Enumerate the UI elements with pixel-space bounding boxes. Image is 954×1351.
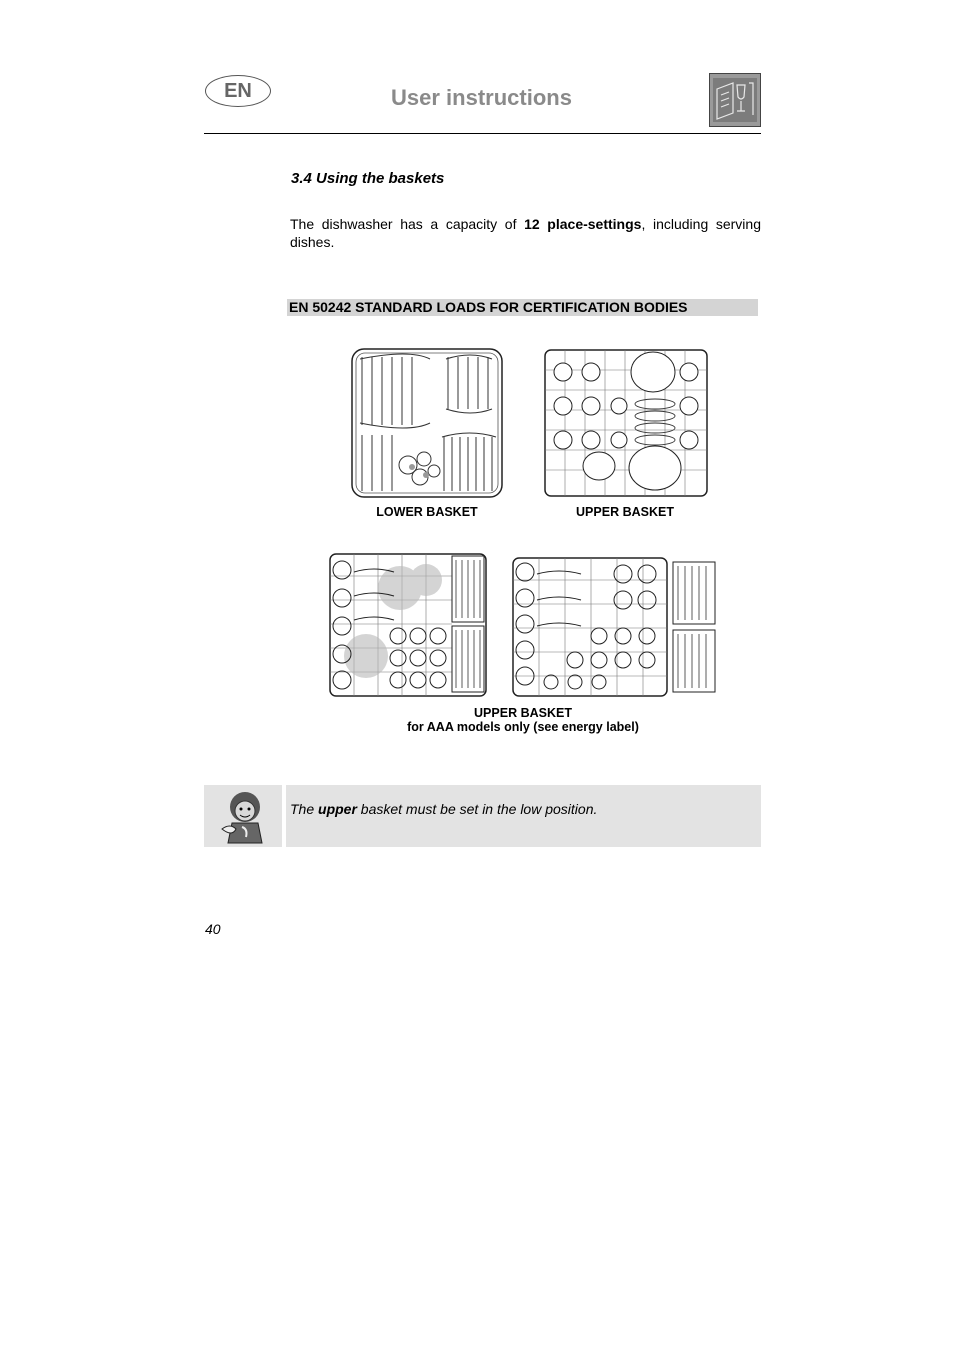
mascot-icon <box>218 789 272 845</box>
note-icon-box <box>204 785 282 847</box>
caption-upper-basket-aaa <box>380 706 666 734</box>
intro-paragraph <box>290 215 761 251</box>
intro-capacity: 12 place-settings <box>524 216 642 232</box>
intro-text-end: , including serving dishes. <box>290 216 761 250</box>
note-text-end: basket must be set in the low position. <box>356 801 598 817</box>
dishwasher-icon <box>709 73 761 127</box>
section-heading: 3.4 Using the baskets <box>291 170 445 187</box>
lower-basket-illustration <box>350 347 504 499</box>
language-badge-label: EN <box>224 79 252 102</box>
upper-basket-aaa-illustration-right <box>511 556 719 698</box>
caption-upper-basket-aaa-note: for AAA models only (see energy label) <box>407 720 639 734</box>
intro-text-start: The dishwasher has a capacity of <box>290 216 525 232</box>
standard-loads-banner: EN 50242 STANDARD LOADS FOR CERTIFICATION BODIES <box>287 299 758 316</box>
note-box <box>286 785 761 847</box>
page-header-title: User instructions <box>391 85 572 110</box>
upper-basket-aaa-illustration-left <box>328 552 490 698</box>
caption-upper-basket-aaa-title: UPPER BASKET <box>474 706 572 720</box>
note-emphasis: upper <box>318 801 357 817</box>
upper-basket-illustration <box>543 348 709 498</box>
header-divider <box>204 133 761 134</box>
note-text-start: The <box>290 801 319 817</box>
caption-lower-basket: LOWER BASKET <box>376 505 478 519</box>
page-number: 40 <box>205 921 221 937</box>
caption-upper-basket: UPPER BASKET <box>576 505 674 519</box>
language-badge <box>205 75 271 107</box>
